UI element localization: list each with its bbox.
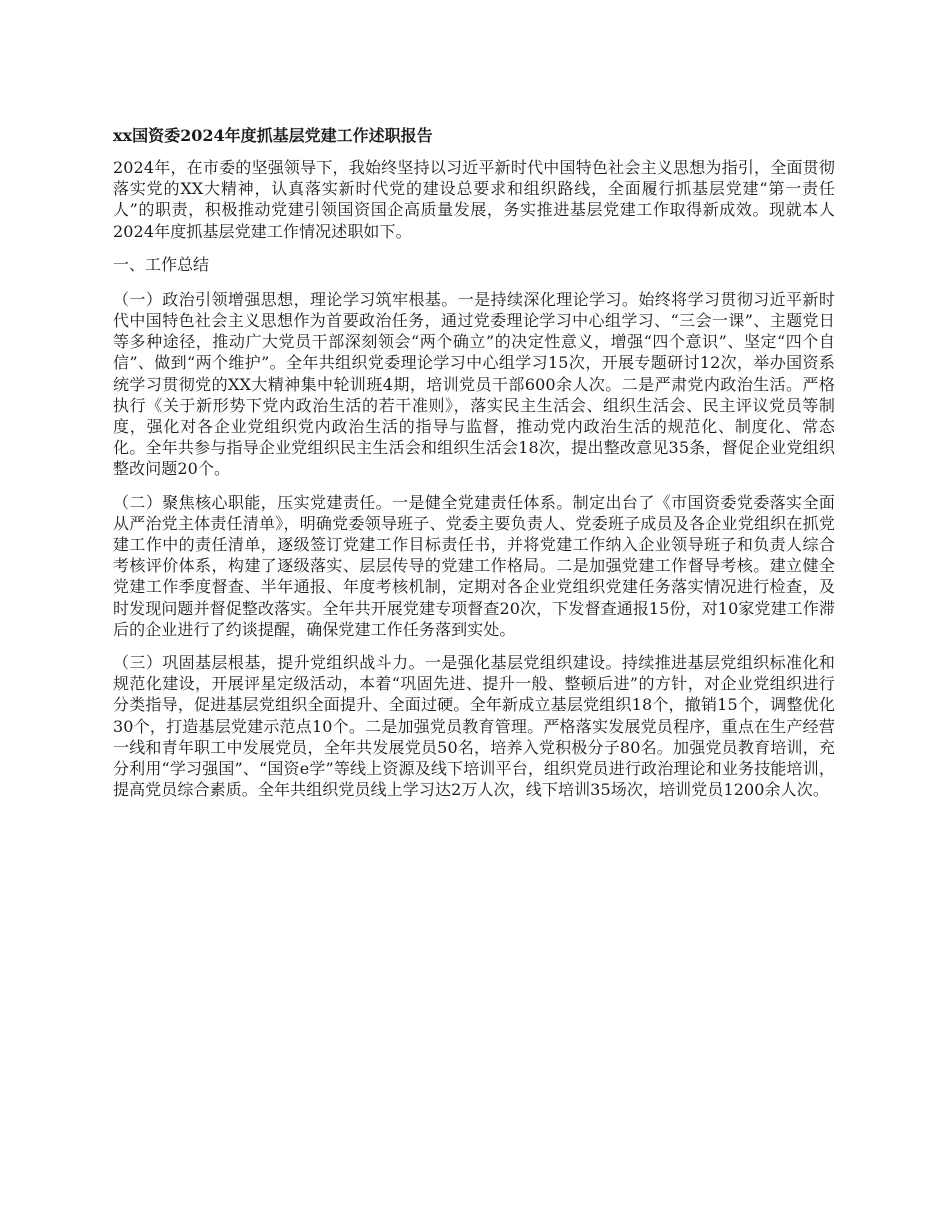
paragraph-grassroots-foundation: （三）巩固基层根基，提升党组织战斗力。一是强化基层党组织建设。持续推进基层党组织标准化和规范化建设，开展评星定级活动，本着“巩固先进、提升一般、整顿后进”的方针，对企业党组织进行分类指导，促进基层党组织全面提升、全面过硬。全年新成立基层党组织18个，撤销15个，调整优化30个，打造基层党建示范点10个。二是加强党员教育管理。严格落实发展党员程序，重点在生产经营一线和青年职工中发展党员，全年共发展党员50名，培养入党积极分子80名。加强党员教育培训，充分利用“学习强国”、“国资e学”等线上资源及线下培训平台，组织党员进行政治理论和业务技能培训，提高党员综合素质。全年共组织党员线上学习达2万人次，线下培训35场次，培训党员1200余人次。 [113,653,835,800]
document-title: xx国资委2024年度抓基层党建工作述职报告 [113,126,433,145]
intro-paragraph: 2024年，在市委的坚强领导下，我始终坚持以习近平新时代中国特色社会主义思想为指引，全面贯彻落实党的XX大精神，认真落实新时代党的建设总要求和组织路线，全面履行抓基层党建“第一责任人”的职责，积极推动党建引领国资国企高质量发展，务实推进基层党建工作取得新成效。现就本人2024年度抓基层党建工作情况述职如下。 [113,158,835,241]
section-heading-work-summary: 一、工作总结 [113,254,210,274]
paragraph-core-functions: （二）聚焦核心职能，压实党建责任。一是健全党建责任体系。制定出台了《市国资委党委落实全面从严治党主体责任清单》，明确党委领导班子、党委主要负责人、党委班子成员及各企业党组织在抓党建工作中的责任清单，逐级签订党建工作目标责任书，并将党建工作纳入企业领导班子和负责人综合考核评价体系，构建了逐级落实、层层传导的党建工作格局。二是加强党建工作督导考核。建立健全党建工作季度督查、半年通报、年度考核机制，定期对各企业党组织党建任务落实情况进行检查，及时发现问题并督促整改落实。全年共开展党建专项督查20次，下发督查通报15份，对10家党建工作滞后的企业进行了约谈提醒，确保党建工作任务落到实处。 [113,492,835,639]
document-page [113,124,835,812]
paragraph-political-guidance: （一）政治引领增强思想，理论学习筑牢根基。一是持续深化理论学习。始终将学习贯彻习近平新时代中国特色社会主义思想作为首要政治任务，通过党委理论学习中心组学习、“三会一课”、主题党日等多种途径，推动广大党员干部深刻领会“两个确立”的决定性意义，增强“四个意识”、坚定“四个自信”、做到“两个维护”。全年共组织党委理论学习中心组学习15次，开展专题研讨12次，举办国资系统学习贯彻党的XX大精神集中轮训班4期，培训党员干部600余人次。二是严肃党内政治生活。严格执行《关于新形势下党内政治生活的若干准则》，落实民主生活会、组织生活会、民主评议党员等制度，强化对各企业党组织党内政治生活的指导与监督，推动党内政治生活的规范化、制度化、常态化。全年共参与指导企业党组织民主生活会和组织生活会18次，提出整改意见35条，督促企业党组织整改问题20个。 [113,289,835,479]
